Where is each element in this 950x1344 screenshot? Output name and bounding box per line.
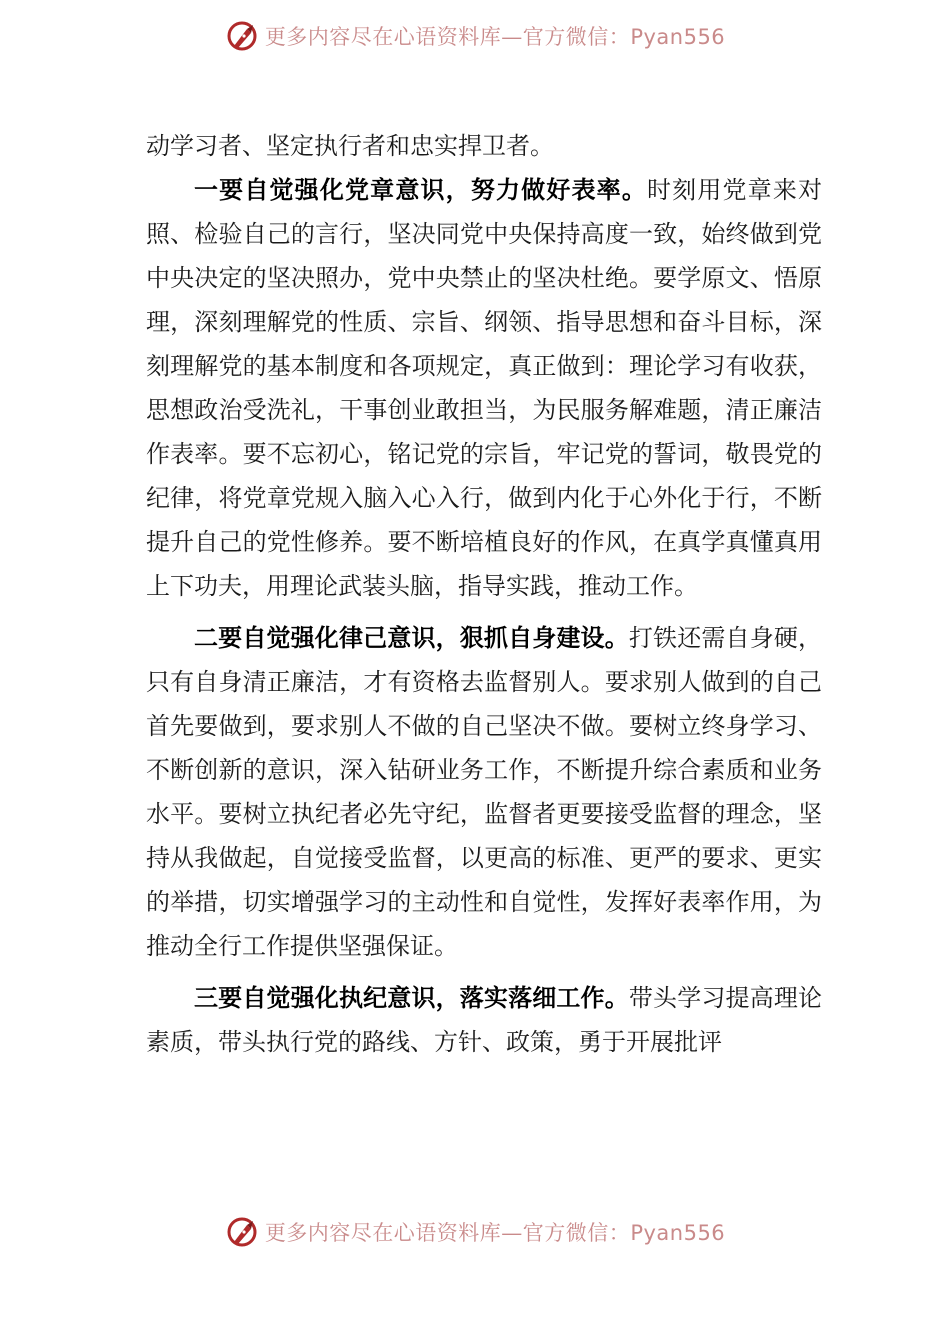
section-one-heading: 一要自觉强化党章意识，努力做好表率。 <box>194 176 647 204</box>
paragraph-body: 动学习者、坚定执行者和忠实捍卫者。 <box>146 132 554 160</box>
paragraph-continuation <box>146 124 822 168</box>
watermark-wechat-id: Pyan556 <box>630 1221 726 1245</box>
paragraph-section-one <box>146 168 822 608</box>
pen-nib-logo-icon <box>225 1215 259 1249</box>
paragraph-section-two <box>146 616 822 968</box>
watermark-wechat-id: Pyan556 <box>630 25 726 49</box>
watermark-label: 更多内容尽在心语资料库—官方微信： <box>264 25 631 49</box>
section-one-body: 时刻用党章来对照、检验自己的言行，坚决同党中央保持高度一致，始终做到党中央决定的坚决照办，党中央禁止的坚决杜绝。要学原文、悟原理，深刻理解党的性质、宗旨、纲领、指导思想和奋斗目标，深刻理解党的基本制度和各项规定，真正做到：理论学习有收获，思想政治受洗礼，干事创业敢担当，为民服务解难题，清正廉洁作表率。要不忘初心，铭记党的宗旨，牢记党的誓词，敬畏党的纪律，将党章党规入脑入心入行，做到内化于心外化于行，不断提升自己的党性修养。要不断培植良好的作风，在真学真懂真用上下功夫，用理论武装头脑，指导实践，推动工作。 <box>146 176 822 600</box>
watermark-label: 更多内容尽在心语资料库—官方微信： <box>264 1221 631 1245</box>
section-two-body: 打铁还需自身硬，只有自身清正廉洁，才有资格去监督别人。要求别人做到的自己首先要做到，要求别人不做的自己坚决不做。要树立终身学习、不断创新的意识，深入钻研业务工作，不断提升综合素质和业务水平。要树立执纪者必先守纪，监督者更要接受监督的理念，坚持从我做起，自觉接受监督，以更高的标准、更严的要求、更实的举措，切实增强学习的主动性和自觉性，发挥好表率作用，为推动全行工作提供坚强保证。 <box>146 624 823 960</box>
header-watermark <box>0 16 950 56</box>
document-body <box>146 124 822 1064</box>
pen-nib-logo-icon <box>225 19 259 53</box>
paragraph-section-three <box>146 976 822 1064</box>
watermark-text <box>265 21 725 51</box>
section-three-heading: 三要自觉强化执纪意识，落实落细工作。 <box>194 984 629 1012</box>
footer-watermark <box>0 1212 950 1252</box>
watermark-text <box>265 1217 725 1247</box>
section-three-body: 带头学习提高理论素质，带头执行党的路线、方针、政策，勇于开展批评 <box>146 984 823 1056</box>
section-two-heading: 二要自觉强化律己意识，狠抓自身建设。 <box>194 624 629 652</box>
